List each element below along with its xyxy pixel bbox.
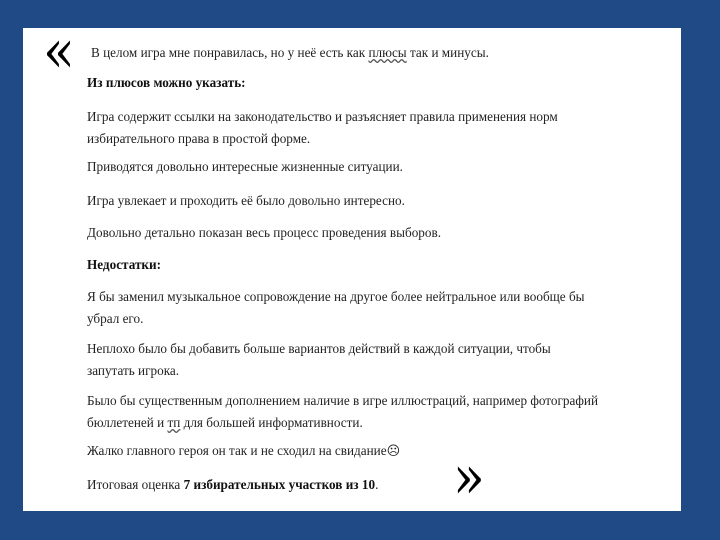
con-item-2-line-2: запутать игрока. bbox=[87, 363, 180, 378]
pro-item-1-line-2: избирательного права в простой форме. bbox=[87, 131, 311, 146]
rating-value: 7 избирательных участков из 10 bbox=[183, 477, 376, 492]
rating-text-end: . bbox=[375, 477, 379, 492]
open-quote-mark: « bbox=[43, 17, 75, 87]
con-item-3 bbox=[87, 390, 677, 434]
sad-text: Жалко главного героя он так и не сходил на свидание bbox=[87, 443, 387, 458]
con-item-1-line-2: убрал его. bbox=[87, 311, 144, 326]
close-quote-mark: » bbox=[453, 443, 485, 513]
rating-text-start: Итоговая оценка bbox=[87, 477, 184, 492]
con-item-1-line-1: Я бы заменил музыкальное сопровождение на другое более нейтральное или вообще бы bbox=[87, 289, 585, 304]
con-item-2-line-1: Неплохо было бы добавить больше вариантов действий в каждой ситуации, чтобы bbox=[87, 341, 551, 356]
con-item-2 bbox=[87, 338, 677, 382]
pro-item-1-line-1: Игра содержит ссылки на законодательство и разъясняет правила применения норм bbox=[87, 109, 558, 124]
intro-paragraph bbox=[91, 42, 681, 64]
intro-underlined-word: плюсы bbox=[368, 45, 407, 60]
con-item-3-line-2 bbox=[87, 412, 677, 434]
pro-item-4: Довольно детально показан весь процесс проведения выборов. bbox=[87, 225, 442, 240]
con-item-3-text-end: для большей информативности. bbox=[180, 415, 363, 430]
con-item-3-text-start: бюллетеней и bbox=[87, 415, 168, 430]
sad-face-icon: ☹ bbox=[386, 444, 401, 459]
pros-heading: Из плюсов можно указать: bbox=[87, 75, 246, 90]
con-item-3-underlined-word: тп bbox=[167, 415, 181, 430]
document-page bbox=[23, 17, 681, 513]
pro-item-2: Приводятся довольно интересные жизненные ситуации. bbox=[87, 159, 403, 174]
cons-heading: Недостатки: bbox=[87, 257, 162, 272]
sad-paragraph bbox=[87, 440, 677, 463]
intro-text-end: так и минусы. bbox=[406, 45, 489, 60]
pro-item-1 bbox=[87, 106, 677, 150]
con-item-3-line-1: Было бы существенным дополнением наличие в игре иллюстраций, например фотографий bbox=[87, 393, 598, 408]
intro-text-start: В целом игра мне понравилась, но у неё есть как bbox=[91, 45, 369, 60]
pro-item-3: Игра увлекает и проходить её было довольно интересно. bbox=[87, 193, 405, 208]
con-item-1 bbox=[87, 286, 677, 330]
rating-paragraph bbox=[87, 474, 677, 496]
